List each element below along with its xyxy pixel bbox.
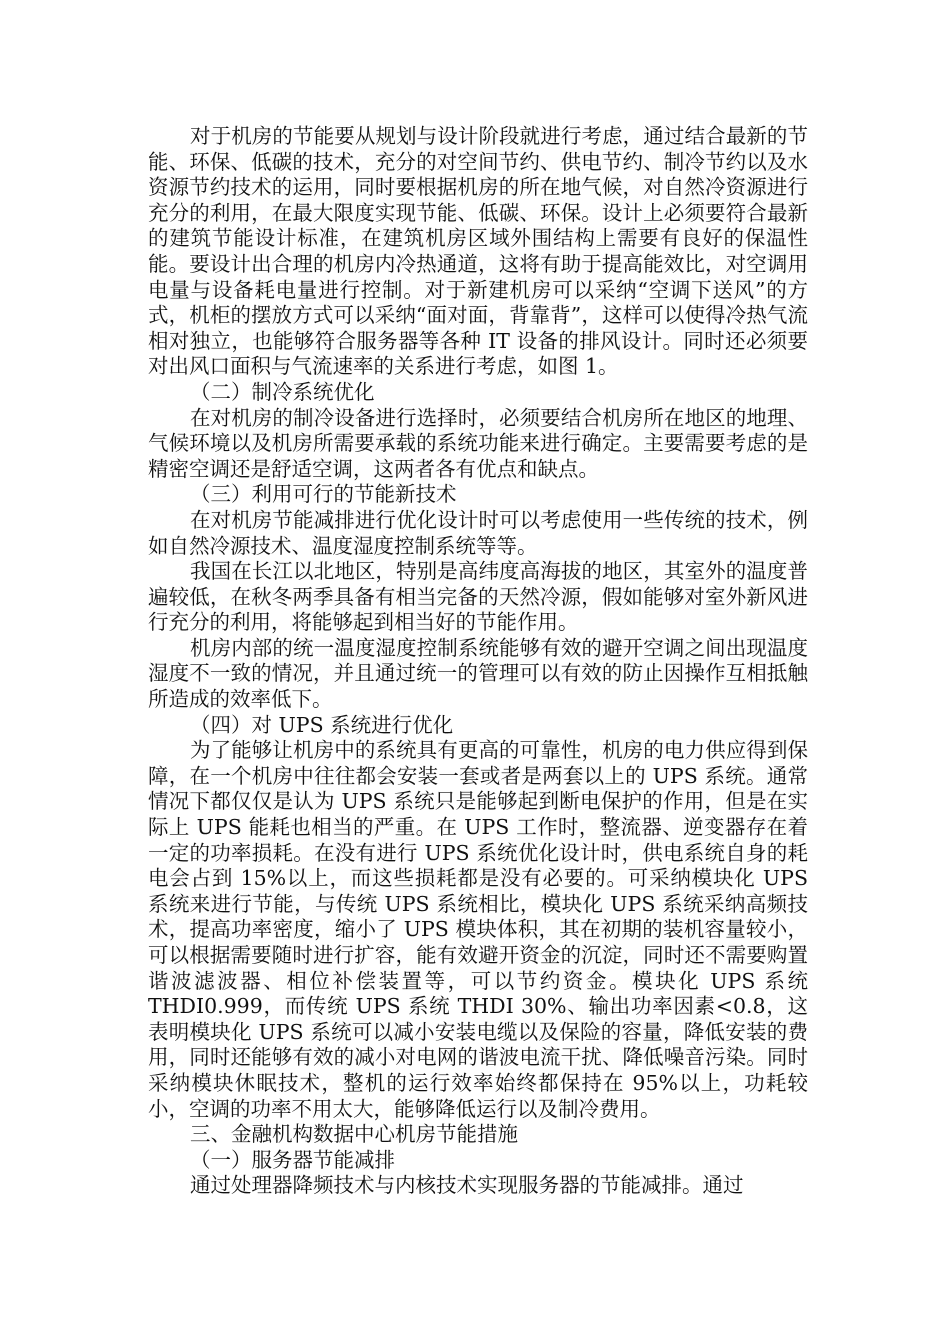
heading-cooling-optimization: （二）制冷系统优化 <box>190 379 375 404</box>
paragraph-humidity-control: 机房内部的统一温度湿度控制系统能够有效的避开空调之间出现温度湿度不一致的情况，并且通过统一的管理可以有效的防止因操作互相抵触所造成的效率低下。 <box>148 635 808 712</box>
heading-server-energy-saving: （一）服务器节能减排 <box>190 1147 395 1172</box>
paragraph-ups-details: 为了能够让机房中的系统具有更高的可靠性，机房的电力供应得到保障，在一个机房中往往都会安装一套或者是两套以上的 UPS 系统。通常情况下都仅仅是认为 UPS 系统只是能够起到断电保护的作用，但是在实际上 UPS 能耗也相当的严重。在 UPS 工作时，整流器、逆变器存在着一定的功率损耗。在没有进行 UPS 系统优化设计时，供电系统自身的耗电会占到 15%以上，而这些损耗都是没有必要的。可采纳模块化 UPS 系统来进行节能，与传统 UPS 系统相比，模块化 UPS 系统采纳高频技术，提高功率密度，缩小了 UPS 模块体积，其在初期的装机容量较小，可以根据需要随时进行扩容，能有效避开资金的沉淀，同时还不需要购置谐波滤波器、相位补偿装置等，可以节约资金。模块化 UPS 系统 THDI0.999，而传统 UPS 系统 THDI 30%、输出功率因素<0.8，这表明模块化 UPS 系统可以减小安装电缆以及保险的容量，降低安装的费用，同时还能够有效的减小对电网的谐波电流干扰、降低噪音污染。同时采纳模块休眠技术，整机的运行效率始终都保持在 95%以上，功耗较小，空调的功率不用太大，能够降低运行以及制冷费用。 <box>148 738 808 1121</box>
paragraph-traditional-technology: 在对机房节能减排进行优化设计时可以考虑使用一些传统的技术，例如自然冷源技术、温度湿度控制系统等等。 <box>148 507 808 558</box>
heading-new-technology: （三）利用可行的节能新技术 <box>190 482 457 507</box>
document-body <box>148 124 808 1199</box>
paragraph-energy-planning: 对于机房的节能要从规划与设计阶段就进行考虑，通过结合最新的节能、环保、低碳的技术，充分的对空间节约、供电节约、制冷节约以及水资源节约技术的运用，同时要根据机房的所在地气候，对自然冷资源进行充分的利用，在最大限度实现节能、低碳、环保。设计上必须要符合最新的建筑节能设计标准，在建筑机房区域外围结构上需要有良好的保温性能。要设计出合理的机房内冷热通道，这将有助于提高能效比，对空调用电量与设备耗电量进行控制。对于新建机房可以采纳“空调下送风”的方式，机柜的摆放方式可以采纳“面对面，背靠背”，这样可以使得冷热气流相对独立，也能够符合服务器等各种 IT 设备的排风设计。同时还必须要对出风口面积与气流速率的关系进行考虑，如图 1。 <box>148 124 808 379</box>
paragraph-server-processor: 通过处理器降频技术与内核技术实现服务器的节能减排。通过 <box>190 1173 744 1198</box>
paragraph-cooling-selection: 在对机房的制冷设备进行选择时，必须要结合机房所在地区的地理、气候环境以及机房所需要承载的系统功能来进行确定。主要需要考虑的是精密空调还是舒适空调，这两者各有优点和缺点。 <box>148 405 808 481</box>
heading-ups-optimization: （四）对 UPS 系统进行优化 <box>190 712 454 737</box>
paragraph-natural-cooling: 我国在长江以北地区，特别是高纬度高海拔的地区，其室外的温度普遍较低，在秋冬两季具备有相当完备的天然冷源，假如能够对室外新风进行充分的利用，将能够起到相当好的节能作用。 <box>148 559 808 635</box>
heading-section-three: 三、金融机构数据中心机房节能措施 <box>190 1122 518 1147</box>
